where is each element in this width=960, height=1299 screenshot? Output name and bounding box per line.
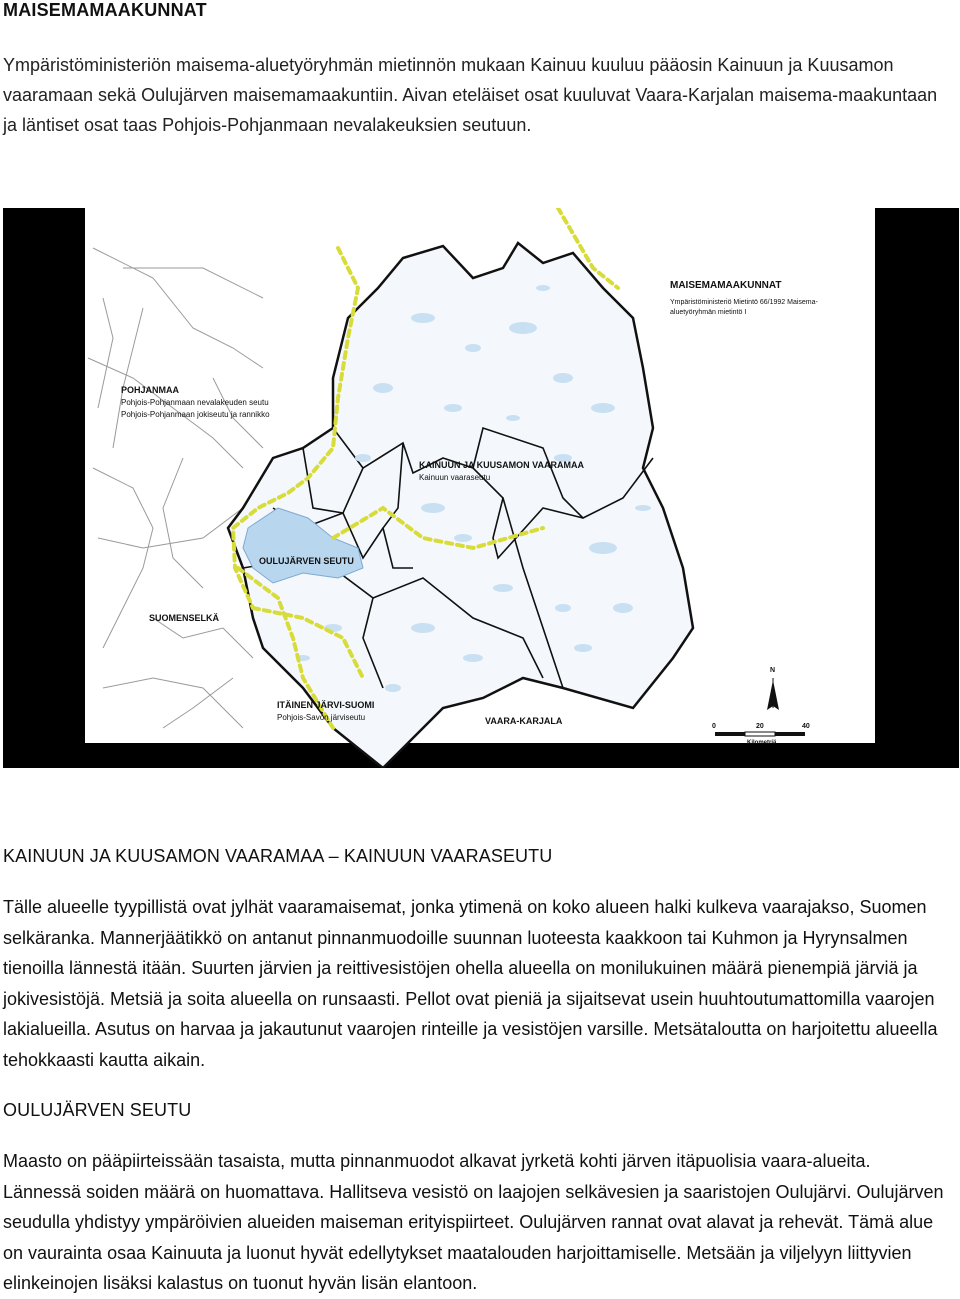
label-kainuu-kuusamo: KAINUUN JA KUUSAMON VAARAMAA [419, 460, 584, 470]
label-itainen-jarvi-suomi: ITÄINEN JÄRVI-SUOMI [277, 700, 375, 710]
label-suomenselka: SUOMENSELKÄ [149, 613, 220, 623]
svg-text:N: N [770, 667, 776, 674]
landscape-provinces-map [3, 208, 959, 768]
svg-text:Kilometriä: Kilometriä [747, 740, 777, 746]
label-kainuu-vaaraseutu: Kainuun vaaraseutu [419, 473, 491, 482]
label-vaara-karjala: VAARA-KARJALA [485, 716, 563, 726]
legend-title: MAISEMAMAAKUNNAT [670, 280, 782, 291]
label-oulujarven-seutu: OULUJÄRVEN SEUTU [259, 556, 354, 566]
svg-text:0: 0 [712, 723, 716, 730]
legend-source-line-1: Ympäristöministeriö Mietintö 66/1992 Maisema- [670, 299, 818, 306]
label-pohjanmaa-line-2: Pohjois-Pohjanmaan jokiseutu ja rannikko [121, 410, 270, 419]
section-heading-kainuu: KAINUUN JA KUUSAMON VAARAMAA – KAINUUN VAARASEUTU [3, 846, 553, 866]
page-title: MAISEMAMAAKUNNAT [3, 0, 207, 20]
svg-text:40: 40 [802, 723, 810, 730]
svg-text:20: 20 [756, 723, 764, 730]
section-heading-oulujarvi: OULUJÄRVEN SEUTU [3, 1100, 192, 1120]
label-pohjanmaa-line-1: Pohjois-Pohjanmaan nevalakeuden seutu [121, 398, 269, 407]
map-svg [3, 208, 959, 768]
legend-source-line-2: aluetyöryhmän mietintö I [670, 309, 747, 316]
label-pohjanmaa: POHJANMAA [121, 385, 180, 395]
intro-paragraph: Ympäristöministeriön maisema-aluetyöryhmän mietinnön mukaan Kainuu kuuluu pääosin Kainuun ja Kuusamon vaaramaan sekä Oulujärven maisemamaakuntiin. Aivan eteläiset osat kuuluvat Vaara-Karjalan maisema-maakuntaan ja läntiset osat taas Pohjois-Pohjanmaan nevalakeuksien seutuun. [3, 55, 938, 135]
section-body-oulujarvi: Maasto on pääpiirteissään tasaista, mutta pinnanmuodot alkavat jyrketä kohti järven itäpuolisia vaara-alueita. Lännessä soiden määrä on huomattava. Hallitseva vesistö on laajojen selkävesien ja saaristojen Oulujärvi. Oulujärven seudulla yhdistyy ympäröivien alueiden maiseman erityispiirteet. Oulujärven rannat ovat alavat ja rehevät. Tämä alue on vaurainta osaa Kainuuta ja luonut hyvät edellytykset maatalouden harjoittamiselle. Metsään ja viljelyyn liittyvien elinkeinojen lisäksi kalastus on tuonut hyvän lisän elantoon. [3, 1151, 944, 1293]
section-body-kainuu: Tälle alueelle tyypillistä ovat jylhät vaaramaisemat, jonka ytimenä on koko alueen halki kulkeva vaarajakso, Suomen selkäranka. Mannerjäätikkö on antanut pinnanmuodoille suunnan luoteesta kaakkoon tai Kuhmon ja Hyrynsalmen tienoilla lännestä itään. Suurten järvien ja reittivesistöjen ohella alueella on monilukuinen määrä pienempiä järviä ja jokivesistöjä. Metsiä ja soita alueella on runsaasti. Pellot ovat pieniä ja sijaitsevat usein huuhtoutumattomilla vaarojen lakialueilla. Asutus on harvaa ja jakautunut vaarojen rinteille ja vesistöjen varsille. Metsätaloutta on harjoitettu alueella tehokkaasti kautta aikain. [3, 897, 938, 1070]
label-pohjois-savon-jarviseutu: Pohjois-Savon järviseutu [277, 713, 366, 722]
